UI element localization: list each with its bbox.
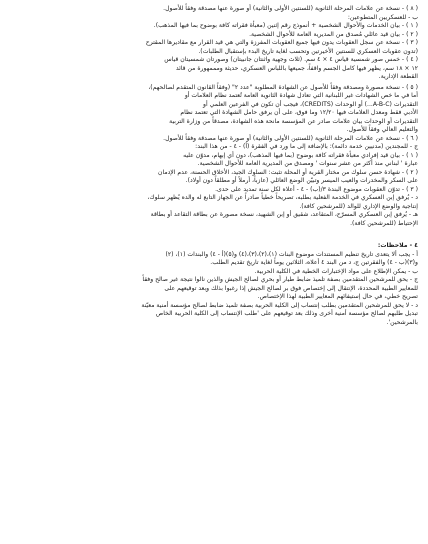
note-b: ب - يمكن الإطلاع على مواد الإختبارات الخطية في الكلية الحربية.	[254, 267, 418, 275]
heading-volunteers: ب - للعسكريين المتطوعين:	[347, 13, 418, 21]
requirements-section	[10, 5, 418, 228]
paragraph-b5-cont: التقديرات (A-B-C...) أو الوحدات (CREDITS)، فيجب أن تكون في الفرعين العلمي أو	[203, 100, 418, 108]
paragraph-b4-cont: ١٢ × ١٨ سم، يظهر فيها كامل الجسم واقفاً، جميعها باللباس العسكري، حديثة ومممهورة من قائد	[175, 64, 418, 72]
note-c-cont: تصريح خطي، في حال إستيفائهم المعايير الطبية لهذا الإختصاص.	[257, 293, 418, 300]
paragraph-b6: ( ٦ ) - نسخة عن علامات المرحلة الثانوية (للسنتين الأولى والثانية) أو صورة عنها مصدقة وفقاً للأصول.	[163, 134, 418, 142]
paragraph-b5-cont: والتعليم العالي وفقاً للأصول.	[346, 126, 418, 133]
paragraph-e: هـ - يُرفق إبن العسكري المسرّح، المتقاعد، شقيق أو إبن الشهيد، نسخة مصورة عن بطاقة التقاعد أو بطاقة	[150, 211, 418, 218]
notes-section	[10, 242, 418, 327]
paragraph-b4: ( ٤ ) - خمس صور شمسية قياس ٤ × ٤ سم. (ثلاث وجهية واثنتان جانبيتان) وصورتان شمسيتان قياس	[164, 56, 418, 63]
paragraph-c1: ( ١ ) - بيان قيد إفرادي معبأة فقراته كافة بوضوح (بما فيها المذهب)، دون أي إبهام، مدوّن عليه	[183, 151, 418, 159]
paragraph-c2-cont: على السكر والمخدرات والعيب الميسر وتبيّن الوضع العائلي (عازباً، أرملاً أو مطلقاً دون أولاد).	[185, 177, 418, 184]
notes-title: ٤ - ملاحظات:	[377, 242, 418, 249]
paragraph-b5-cont: الأدبي فقط ومعدل العلامات فيها ١٢/٢٠ وما فوق، على أن يرفق حامل الشهادة التي تعتمد نظام	[180, 109, 418, 116]
paragraph-b3-cont: (تدون عقوبات العسكري للسنتين الأخيرتين وتحسب لغاية تاريخ البدء بإستقبال الطلبات).	[198, 47, 418, 55]
paragraph-d-cont: إنتاجية والوضع الإداري للوالد (للمرشحين كافة).	[299, 202, 418, 210]
paragraph-b5: ( ٥ ) - نسخة مصورة ومصدقة وفقاً للأصول عن الشهادة المطلوبة "عدد ٢" (وفقاً القانون المتقدم لصالحهم)،	[148, 83, 418, 91]
note-d-cont: بالمرشحين'.	[386, 318, 418, 326]
paragraph-c1-cont: عبارة ' لبناني منذ أكثر من عشر سنوات ' ومصدق من المديرية العامة للأحوال الشخصية.	[197, 160, 418, 167]
paragraph-a8: ( ٨ ) - نسخة عن علامات المرحلة الثانوية (للسنتين الأولى والثانية) أو صورة عنها مصدقة وفقاً للأصول.	[163, 5, 418, 12]
paragraph-b5-cont: أما في ما خص الشهادات غير اللبنانية التي تعادل شهادة الثانوية العامة تُعتمد نظام العلامات أو	[184, 92, 418, 99]
paragraph-d: د - يُرفق إبن العسكري في الخدمة الفعلية بطلبه، تصريحاً خطياً صادراً عن الجهاز التابع له والده يُظهر سلوك،	[147, 194, 418, 201]
paragraph-c2: ( ٢ ) - شهادة حسن سلوك من مختار القرية أو المحلة تثبت: السلوك الجيد، الأخلاق الحسنة، عدم الإدمان	[157, 168, 418, 176]
paragraph-b3: ( ٣ ) - نسخة عن سجل العقوبات يدون فيها جميع العقوبات المفرزة والتي هي قيد القرار مع مقاديرها المقترح	[145, 39, 418, 46]
note-c: ج - يحق للمرشحين المتقدمين بصفة تلميذ ضابط طيار أو بحري لصالح الجيش والذين نالوا نتيجة غير صالح وفقاً	[142, 276, 418, 283]
paragraph-b2: ( ٢ ) - بيان قيد عائلي مُصدق من المديرية العامة للأحوال الشخصية.	[249, 30, 418, 38]
note-d: د - لا يحق للمرشحين المتقدمين بطلب إنتساب إلى الكلية الحربية بصفة تلميذ ضابط لصالح مؤسسة أمنية معيّنة	[141, 301, 418, 309]
note-d-cont: تبديل طلبهم لصالح مؤسسة أمنية أخرى وذلك بعد توقيعهم على 'طلب الإنتساب إلى الكلية الحربية الخاص	[155, 310, 418, 317]
note-c-cont: للمعايير الطبية المحددة، الإنتقال إلى إختصاص فوق بر لصالح الجيش إذا رغبوا بذلك وبعد توقيعهم على	[164, 284, 418, 292]
paragraph-e-cont: الإحتياط (للمرشحين كافة).	[350, 219, 418, 227]
paragraph-b4-cont: القطعة الإدارية.	[378, 73, 418, 80]
note-a-cont: و(٣)(ب - ٤) والفقرتين ج، د من البند ٤ أعلاه، الثلاثين يوماً لغاية تاريخ تقديم الطلب.	[210, 259, 418, 266]
note-a: أ - يجب ألا يتعدى تاريخ تنظيم المستندات موضوع البنات (١)،(٢)،(٣)،(٤) و(٥)(أ - ٤) والبندات (١)، (٢)	[165, 250, 418, 258]
heading-conscripts: ج - للمجندين (مدنيين خدمة دائمة): بالإضافة إلى ما ورد في الفقرة (أ) - ٤ - من هذا البند:	[195, 143, 418, 150]
paragraph-b5-cont: التقديرات أو الوحدات بيان علامات صادر عن المؤسسة مانحة هذه الشهادة، مصدقاً من وزارة التربية	[169, 117, 418, 125]
paragraph-b1: ( ١ ) - بيان الخدمات والأحوال الشخصية + أنموذج رقم إثنين (معبأة فقراته كافة بوضوح بما فيها المذهب).	[153, 22, 418, 29]
paragraph-c3: ( ٣ ) - تدوّن العقوبات موضوع البندة ٣/(ب) - ٤ - أعلاه لكل سنة تمديد على حدى.	[215, 185, 418, 193]
